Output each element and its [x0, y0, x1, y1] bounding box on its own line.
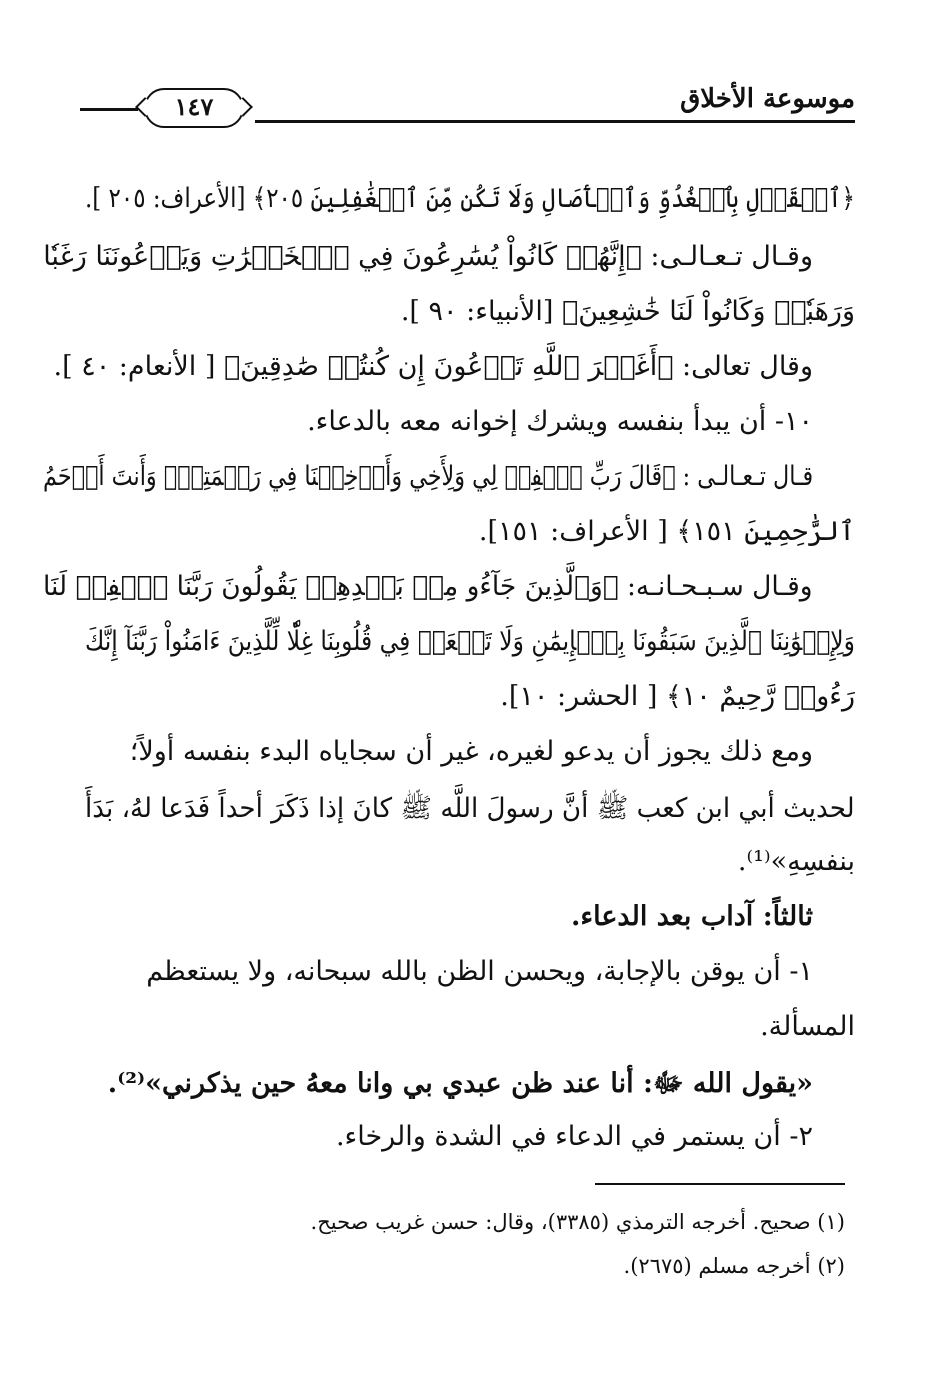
- text-line-6: قـال تـعـالـى : ﴿قَالَ رَبِّ ٱغۡفِرۡ لِي وَلِأَخِي وَأَدۡخِلۡنَا فِي رَحۡمَتِكَۖ وَأَنتَ أَرۡحَمُ: [42, 461, 813, 492]
- text-line-2: وقـال تـعـالـى: ﴿إِنَّهُمۡ كَانُواْ يُسَٰرِعُونَ فِي ٱلۡخَيۡرَٰتِ وَيَدۡعُونَنَا رَغَبٗا: [43, 241, 813, 272]
- header-rule-right: [255, 120, 855, 123]
- footnote-1: (١) صحيح. أخرجه الترمذي (٣٣٨٥)، وقال: حسن غريب صحيح.: [310, 1210, 845, 1234]
- text-line-10: رَءُوفٞ رَّحِيمٌ ١٠﴾ [ الحشر: ١٠].: [500, 681, 855, 712]
- section-heading: ثالثاً: آداب بعد الدعاء.: [571, 901, 813, 932]
- text-line-4: وقال تعالى: ﴿أَغَيۡرَ ٱللَّهِ تَدۡعُونَ إِن كُنتُمۡ صَٰدِقِينَ﴾ [ الأنعام: ٤٠ ].: [53, 351, 813, 382]
- text-line-16: المسألة.: [760, 1011, 855, 1042]
- text-line-5: ١٠- أن يبدأ بنفسه ويشرك إخوانه معه بالدعاء.: [307, 406, 813, 437]
- hadith-quote: «يقول الله ﷻ: أنا عند ظن عبدي بي وانا معهُ حين يذكرني»⁽²⁾.: [107, 1068, 813, 1099]
- text-line-13: بنفسِهِ»⁽¹⁾.: [737, 846, 855, 877]
- text-line-8: وقـال سـبـحـانـه: ﴿وَٱلَّذِينَ جَآءُو مِنۢ بَعۡدِهِمۡ يَقُولُونَ رَبَّنَا ٱغۡفِرۡ لَنَا: [43, 571, 813, 602]
- text-line-7: ٱلرَّٰحِمِينَ ١٥١﴾ [ الأعراف: ١٥١].: [478, 516, 855, 547]
- text-line-18: ٢- أن يستمر في الدعاء في الشدة والرخاء.: [335, 1121, 813, 1152]
- header-rule-left: [80, 108, 138, 111]
- text-line-3: وَرَهَبٗاۖ وَكَانُواْ لَنَا خَٰشِعِينَ﴾ [الأنبياء: ٩٠ ].: [400, 296, 855, 327]
- text-line-1: ﴿ٱلۡقَوۡلِ بِٱلۡغُدُوِّ وَٱلۡأٓصَالِ وَلَا تَكُن مِّنَ ٱلۡغَٰفِلِينَ ٢٠٥﴾ [الأعراف: ٢٠٥ ].: [84, 183, 855, 214]
- page-header: [80, 78, 855, 130]
- book-title: موسوعة الأخلاق: [680, 84, 855, 114]
- footnote-2: (٢) أخرجه مسلم (٢٦٧٥).: [623, 1254, 845, 1278]
- text-line-12: لحديث أبي ابن كعب ﷺ أنَّ رسولَ اللَّه ﷺ كانَ إذا ذَكَرَ أحداً فَدَعا لهُ، بَدَأَ: [85, 793, 855, 824]
- text-line-15: ١- أن يوقن بالإجابة، ويحسن الظن بالله سبحانه، ولا يستعظم: [146, 956, 813, 987]
- page-number: ١٤٧: [144, 88, 244, 128]
- text-line-11: ومع ذلك يجوز أن يدعو لغيره، غير أن سجاياه البدء بنفسه أولاً؛: [129, 736, 813, 767]
- footnote-separator: [595, 1183, 845, 1185]
- text-line-9: وَلِإِخۡوَٰنِنَا ٱلَّذِينَ سَبَقُونَا بِٱلۡإِيمَٰنِ وَلَا تَجۡعَلۡ فِي قُلُوبِنَا غِلّٗا لِّلَّذِينَ ءَامَنُواْ رَبَّنَآ إِنَّكَ: [85, 626, 855, 657]
